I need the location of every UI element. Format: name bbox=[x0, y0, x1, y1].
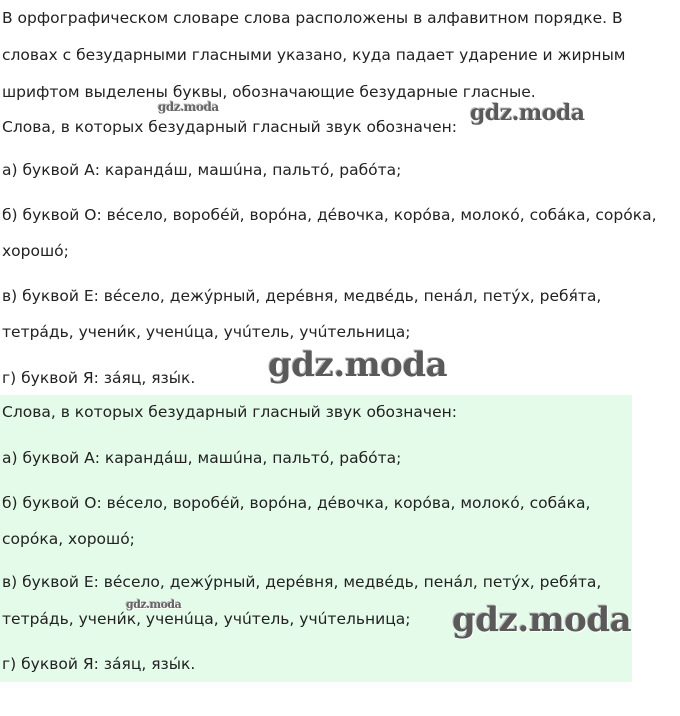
section1-letter-o-line2: хорошó; bbox=[2, 242, 69, 260]
section2-letter-a: а) буквой А: карандáш, машúна, пальтó, рабóта; bbox=[2, 449, 402, 467]
section2-heading: Слова, в которых безударный гласный звук обозначен: bbox=[2, 403, 457, 421]
watermark: gdz.moda bbox=[452, 600, 632, 640]
section2-letter-e-line2: тетрáдь, учени́к, ученúца, учúтель, учúтельница; bbox=[2, 610, 411, 628]
section1-letter-e-line2: тетрáдь, учени́к, ученúца, учúтель, учúтельница; bbox=[2, 323, 411, 341]
watermark: gdz.moda bbox=[470, 100, 585, 126]
section2-letter-ya: г) буквой Я: зáяц, язы́к. bbox=[2, 655, 196, 673]
section2-letter-o-line2: сорóка, хорошó; bbox=[2, 530, 135, 548]
section2-letter-o-line1: б) буквой О: вéсело, воробéй, ворóна, дéвочка, корóва, молокó, собáка, bbox=[2, 494, 591, 512]
section1-letter-a: а) буквой А: карандáш, машúна, пальтó, рабóта; bbox=[2, 161, 402, 179]
section1-letter-e-line1: в) буквой Е: вéсело, дежýрный, дерéвня, медвéдь, пенáл, петýх, ребя́та, bbox=[2, 287, 602, 305]
intro-paragraph: В орфографическом словаре слова расположены в алфавитном порядке. В словах с безударными гласными указано, куда падает ударение и жирным шрифтом выделены буквы, обозначающие безударные гласные. bbox=[2, 9, 626, 101]
section1-letter-ya: г) буквой Я: зáяц, язы́к. bbox=[2, 369, 196, 387]
watermark: gdz.moda bbox=[126, 598, 182, 611]
watermark: gdz.moda bbox=[268, 345, 448, 385]
watermark: gdz.moda bbox=[158, 100, 219, 114]
section2-letter-e-line1: в) буквой Е: вéсело, дежýрный, дерéвня, медвéдь, пенáл, петýх, ребя́та, bbox=[2, 573, 602, 591]
section1-heading: Слова, в которых безударный гласный звук обозначен: bbox=[2, 118, 457, 136]
section1-letter-o-line1: б) буквой О: вéсело, воробéй, ворóна, дéвочка, корóва, молокó, собáка, сорóка, bbox=[2, 206, 657, 224]
